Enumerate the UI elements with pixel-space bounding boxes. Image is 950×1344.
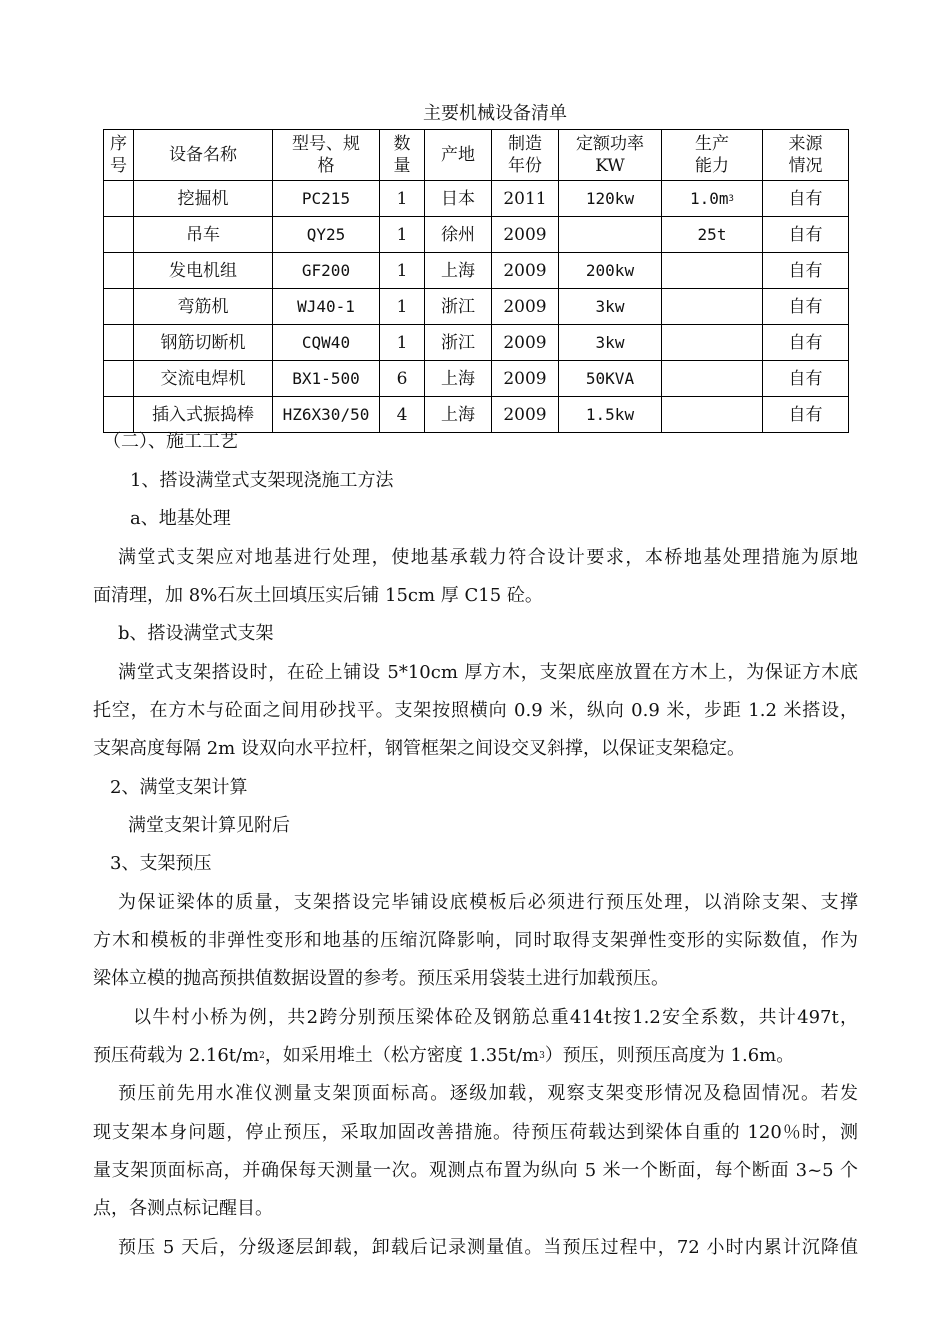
table-cell-name: 发电机组: [134, 253, 273, 289]
table-row: [104, 289, 849, 325]
table-cell-power: 120kw: [559, 181, 662, 217]
table-header-cell: 型号、规 格: [273, 130, 380, 181]
table-row: [104, 181, 849, 217]
paragraph-3-line2: 方木和模板的非弹性变形和地基的压缩沉降影响，同时取得支架弹性变形的实际数值，作为: [93, 930, 858, 951]
table-cell-origin: 上海: [425, 397, 492, 433]
table-cell-power: 200kw: [559, 253, 662, 289]
table-row: [104, 217, 849, 253]
table-cell-qty: 1: [380, 253, 425, 289]
table-header-cell: 产地: [425, 130, 492, 181]
paragraph-5-line1: 预压前先用水准仪测量支架顶面标高。逐级加载，观察支架变形情况及稳固情况。若发: [118, 1083, 858, 1104]
table-cell-origin: 上海: [425, 253, 492, 289]
table-cell-source: 自有: [763, 217, 849, 253]
table-header-cell: 设备名称: [134, 130, 273, 181]
table-cell-name: 钢筋切断机: [134, 325, 273, 361]
paragraph-4-line2: 预压荷载为 $2.16t/m^2$，如采用堆土（松方密度 $1.35t/m^3$）预压，则预压高度为 1.6m。: [93, 1045, 795, 1066]
table-cell-capacity: 25t: [662, 217, 763, 253]
table-cell-origin: 浙江: [425, 289, 492, 325]
table-cell-no: [104, 289, 134, 325]
section-heading-construction-process: （二）、施工工艺: [103, 431, 238, 452]
table-cell-source: 自有: [763, 397, 849, 433]
paragraph-b-line3: 支架高度每隔 2m 设双向水平拉杆，钢管框架之间设交叉斜撑，以保证支架稳定。: [93, 738, 745, 759]
table-cell-capacity: [662, 397, 763, 433]
table-header-row: [104, 130, 849, 181]
paragraph-5-line3: 量支架顶面标高，并确保每天测量一次。观测点布置为纵向 5 米一个断面，每个断面 3~5 个: [93, 1160, 858, 1181]
table-cell-no: [104, 253, 134, 289]
table-cell-source: 自有: [763, 325, 849, 361]
table-header-cell: 来源 情况: [763, 130, 849, 181]
table-header-cell: 制造 年份: [492, 130, 559, 181]
table-header-cell: 数 量: [380, 130, 425, 181]
table-row: [104, 397, 849, 433]
paragraph-a-line1: 满堂式支架应对地基进行处理，使地基承载力符合设计要求，本桥地基处理措施为原地: [118, 547, 858, 568]
table-cell-year: 2009: [492, 253, 559, 289]
table-cell-source: 自有: [763, 181, 849, 217]
table-cell-year: 2009: [492, 217, 559, 253]
table-cell-qty: 1: [380, 325, 425, 361]
table-cell-year: 2009: [492, 289, 559, 325]
table-row: [104, 253, 849, 289]
paragraph-6-line1: 预压 5 天后，分级逐层卸载，卸载后记录测量值。当预压过程中，72 小时内累计沉降值: [118, 1237, 858, 1258]
table-cell-source: 自有: [763, 253, 849, 289]
table-cell-origin: 徐州: [425, 217, 492, 253]
paragraph-4-line1: 以牛村小桥为例，共2跨分别预压梁体砼及钢筋总重414t按1.2安全系数，共计497t，: [133, 1007, 858, 1028]
table-cell-qty: 1: [380, 181, 425, 217]
item-heading-b: b、搭设满堂式支架: [118, 623, 274, 644]
table-cell-origin: 浙江: [425, 325, 492, 361]
table-cell-source: 自有: [763, 289, 849, 325]
table-header-cell: 生产 能力: [662, 130, 763, 181]
table-cell-model: WJ40-1: [273, 289, 380, 325]
table-cell-qty: 6: [380, 361, 425, 397]
table-cell-capacity: [662, 361, 763, 397]
table-cell-no: [104, 217, 134, 253]
table-cell-model: HZ6X30/50: [273, 397, 380, 433]
subsection-heading-2: 2、满堂支架计算: [110, 777, 248, 798]
table-cell-no: [104, 361, 134, 397]
table-cell-name: 交流电焊机: [134, 361, 273, 397]
table-cell-no: [104, 325, 134, 361]
table-cell-qty: 1: [380, 289, 425, 325]
table-body: [104, 181, 849, 433]
paragraph-3-line1: 为保证梁体的质量，支架搭设完毕铺设底模板后必须进行预压处理，以消除支架、支撑: [118, 892, 858, 913]
equipment-table: [103, 129, 849, 433]
table-cell-model: GF200: [273, 253, 380, 289]
table-header-cell: 序 号: [104, 130, 134, 181]
table-cell-qty: 1: [380, 217, 425, 253]
subsection-heading-1: 1、搭设满堂式支架现浇施工方法: [130, 470, 394, 491]
table-header-cell: 定额功率 KW: [559, 130, 662, 181]
table-cell-power: 3kw: [559, 325, 662, 361]
table-cell-origin: 日本: [425, 181, 492, 217]
table-cell-source: 自有: [763, 361, 849, 397]
table-cell-model: BX1-500: [273, 361, 380, 397]
table-cell-capacity: $1.0m^3$: [662, 181, 763, 217]
table-cell-no: [104, 181, 134, 217]
paragraph-5-line4: 点，各测点标记醒目。: [93, 1198, 273, 1219]
table-cell-model: QY25: [273, 217, 380, 253]
table-row: [104, 361, 849, 397]
table-cell-year: 2009: [492, 325, 559, 361]
paragraph-b-line1: 满堂式支架搭设时，在砼上铺设 5*10cm 厚方木，支架底座放置在方木上，为保证方木底: [118, 662, 858, 683]
paragraph-5-line2: 现支架本身问题，停止预压，采取加固改善措施。待预压荷载达到梁体自重的 120％时，测: [93, 1122, 858, 1143]
table-cell-capacity: [662, 289, 763, 325]
table-cell-power: 50KVA: [559, 361, 662, 397]
paragraph-2: 满堂支架计算见附后: [128, 815, 290, 836]
table-cell-model: PC215: [273, 181, 380, 217]
table-cell-name: 插入式振捣棒: [134, 397, 273, 433]
table-cell-power: 3kw: [559, 289, 662, 325]
table-cell-year: 2009: [492, 397, 559, 433]
table-cell-year: 2009: [492, 361, 559, 397]
table-cell-capacity: [662, 325, 763, 361]
table-cell-name: 挖掘机: [134, 181, 273, 217]
table-title: 主要机械设备清单: [423, 103, 567, 124]
table-cell-qty: 4: [380, 397, 425, 433]
table-cell-power: [559, 217, 662, 253]
subsection-heading-3: 3、支架预压: [110, 853, 212, 874]
table-cell-name: 吊车: [134, 217, 273, 253]
table-row: [104, 325, 849, 361]
table-cell-capacity: [662, 253, 763, 289]
paragraph-3-line3: 梁体立模的抛高预拱值数据设置的参考。预压采用袋装土进行加载预压。: [93, 968, 669, 989]
table-cell-year: 2011: [492, 181, 559, 217]
table-cell-name: 弯筋机: [134, 289, 273, 325]
paragraph-a-line2: 面清理，加 8%石灰土回填压实后铺 15cm 厚 C15 砼。: [93, 585, 543, 606]
table-cell-power: 1.5kw: [559, 397, 662, 433]
table-cell-model: CQW40: [273, 325, 380, 361]
table-cell-no: [104, 397, 134, 433]
item-heading-a: a、地基处理: [130, 508, 231, 529]
paragraph-b-line2: 托空，在方木与砼面之间用砂找平。支架按照横向 0.9 米，纵向 0.9 米，步距 1.2 米搭设，: [93, 700, 858, 721]
table-cell-origin: 上海: [425, 361, 492, 397]
